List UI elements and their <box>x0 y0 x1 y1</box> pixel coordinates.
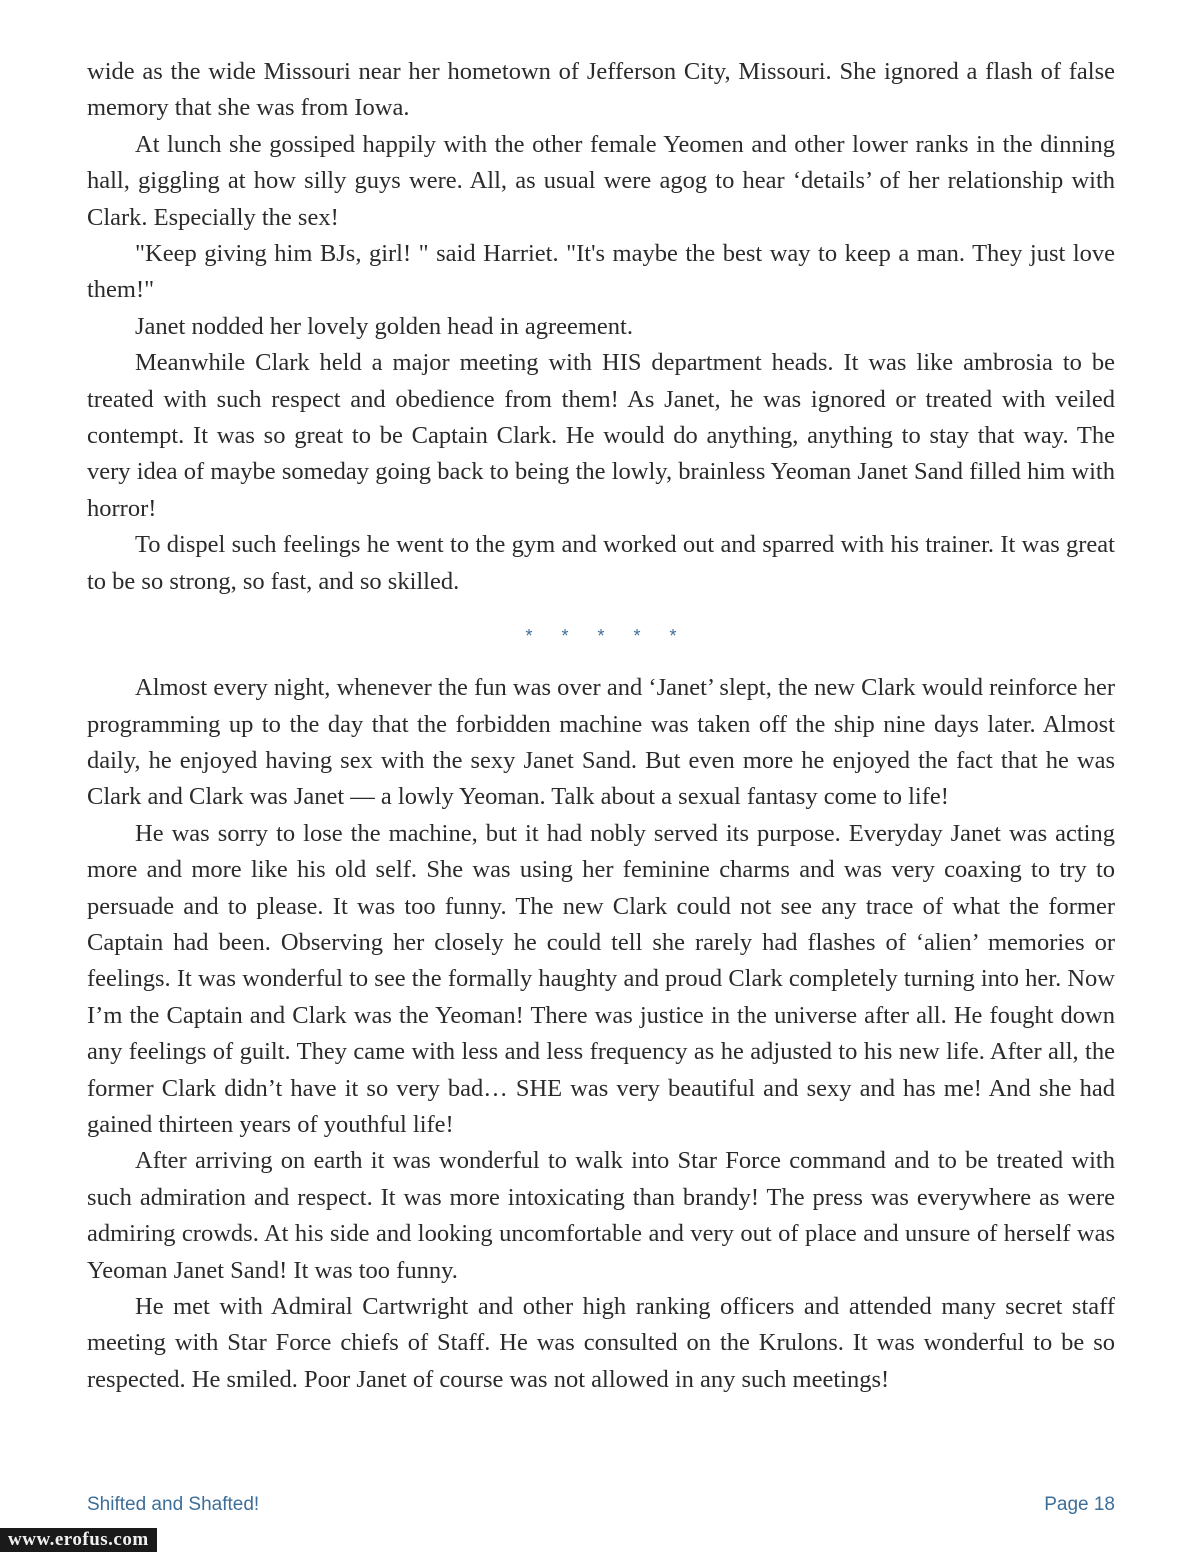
page-footer <box>87 1494 1115 1522</box>
paragraph: "Keep giving him BJs, girl! " said Harriet. "It's maybe the best way to keep a man. They just love them!" <box>87 240 1115 304</box>
scene-separator: * * * * * <box>525 626 689 647</box>
paragraph: He met with Admiral Cartwright and other high ranking officers and attended many secret staff meeting with Star Force chiefs of Staff. He was consulted on the Krulons. It was wonderful to be so respected. He smiled. Poor Janet of course was not allowed in any such meetings! <box>87 1293 1115 1393</box>
footer-book-title: Shifted and Shafted! <box>87 1494 260 1515</box>
page-body <box>87 54 1115 1398</box>
footer-page-number: Page 18 <box>1044 1494 1115 1515</box>
paragraph: wide as the wide Missouri near her hometown of Jefferson City, Missouri. She ignored a flash of false memory that she was from Iowa. <box>87 58 1115 122</box>
paragraph: After arriving on earth it was wonderful to walk into Star Force command and to be treated with such admiration and respect. It was more intoxicating than brandy! The press was everywhere as were admiring crowds. At his side and looking uncomfortable and very out of place and unsure of herself was Yeoman Janet Sand! It was too funny. <box>87 1147 1115 1284</box>
paragraph: Meanwhile Clark held a major meeting with HIS department heads. It was like ambrosia to be treated with such respect and obedience from them! As Janet, he was ignored or treated with veiled contempt. It was so great to be Captain Clark. He would do anything, anything to stay that way. The very idea of maybe someday going back to being the lowly, brainless Yeoman Janet Sand filled him with horror! <box>87 349 1115 522</box>
paragraph: Janet nodded her lovely golden head in agreement. <box>135 312 633 340</box>
paragraph: To dispel such feelings he went to the gym and worked out and sparred with his trainer. It was great to be so strong, so fast, and so skilled. <box>87 531 1115 595</box>
paragraph: At lunch she gossiped happily with the other female Yeomen and other lower ranks in the dinning hall, giggling at how silly guys were. All, as usual were agog to hear ‘details’ of her relationship with Clark. Especially the sex! <box>87 130 1115 231</box>
paragraph: Almost every night, whenever the fun was over and ‘Janet’ slept, the new Clark would reinforce her programming up to the day that the forbidden machine was taken off the ship nine days later. Almost daily, he enjoyed having sex with the sexy Janet Sand. But even more he enjoyed the fact that he was Clark and Clark was Janet — a lowly Yeoman. Talk about a sexual fantasy come to life! <box>87 674 1115 811</box>
paragraph: He was sorry to lose the machine, but it had nobly served its purpose. Everyday Janet was acting more and more like his old self. She was using her feminine charms and was very coaxing to try to persuade and to please. It was too funny. The new Clark could not see any trace of what the former Captain had been. Observing her closely he could tell she rarely had flashes of ‘alien’ memories or feelings. It was wonderful to see the formally haughty and proud Clark completely turning into her. Now I’m the Captain and Clark was the Yeoman! There was justice in the universe after all. He fought down any feelings of guilt. They came with less and less frequency as he adjusted to his new life. After all, the former Clark didn’t have it so very bad… SHE was very beautiful and sexy and has me! And she had gained thirteen years of youthful life! <box>87 819 1115 1138</box>
watermark: www.erofus.com <box>0 1528 157 1552</box>
